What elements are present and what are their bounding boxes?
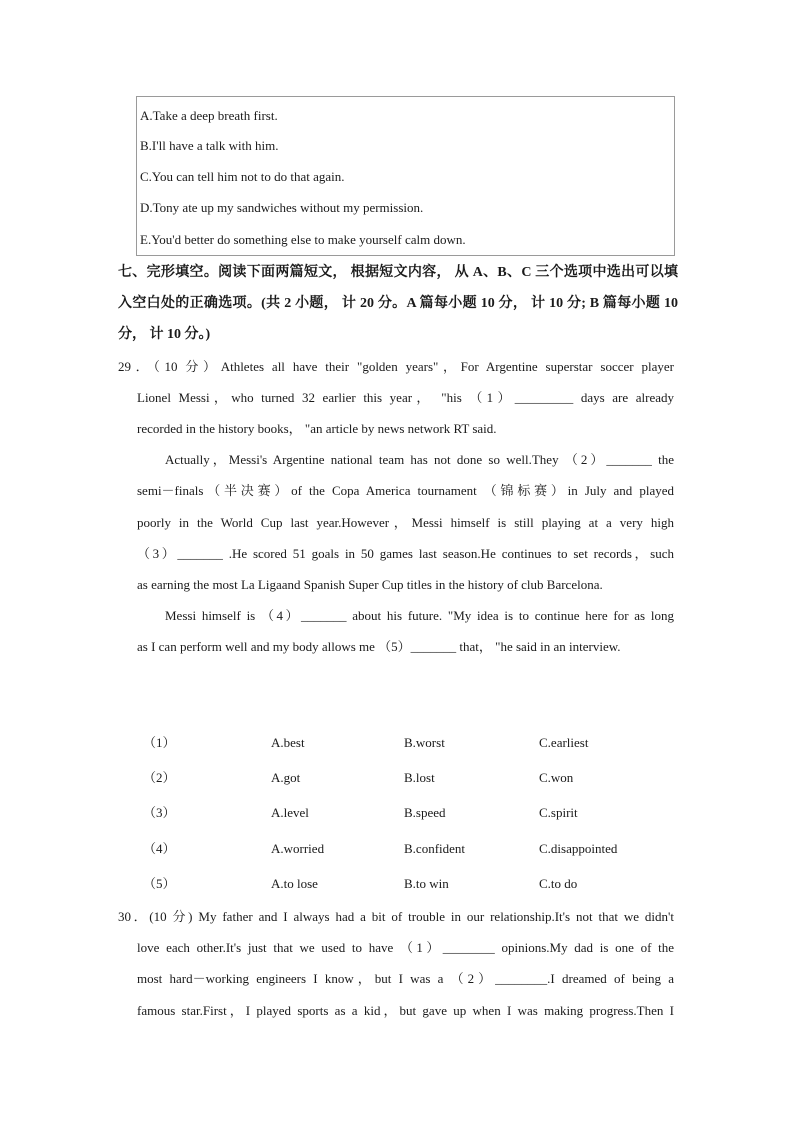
option-b: B.I'll have a talk with him. xyxy=(140,138,279,153)
q29-line-10: as I can perform well and my body allows me （5）_______ that， "he said in an interview. xyxy=(137,639,621,654)
answer-option-c[interactable]: C.spirit xyxy=(539,805,578,820)
answer-number: （4） xyxy=(143,841,176,856)
option-a: A.Take a deep breath first. xyxy=(140,108,278,123)
section-heading-line-2: 入空白处的正确选项。(共 2 小题， 计 20 分。A 篇每小题 10 分， 计 10 分; B 篇每小题 10 xyxy=(118,296,678,311)
option-d: D.Tony ate up my sandwiches without my permission. xyxy=(140,200,424,215)
q29-line-8: as earning the most La Ligaand Spanish Super Cup titles in the history of club Barcelona. xyxy=(137,577,603,592)
q30-line-3: most hard－working engineers I know，but I was a （2）________.I dreamed of being a xyxy=(137,971,674,986)
q30-line-2: love each other.It's just that we used to have （1）________ opinions.My dad is one of the xyxy=(137,940,674,955)
answer-option-a[interactable]: A.level xyxy=(271,805,309,820)
q29-line-3: recorded in the history books， "an article by news network RT said. xyxy=(137,421,497,436)
q29-line-2: Lionel Messi，who turned 32 earlier this year， "his （1）_________ days are already xyxy=(137,390,674,405)
answer-option-b[interactable]: B.worst xyxy=(404,735,445,750)
answer-number: （2） xyxy=(143,770,176,785)
answer-option-b[interactable]: B.to win xyxy=(404,876,449,891)
answer-option-c[interactable]: C.won xyxy=(539,770,574,785)
answer-option-a[interactable]: A.got xyxy=(271,770,301,785)
answer-option-a[interactable]: A.worried xyxy=(271,841,325,856)
q30-line-4: famous star.First，I played sports as a kid，but gave up when I was making progress.Then I xyxy=(137,1003,674,1018)
q30-line-1: 30．(10 分) My father and I always had a bit of trouble in our relationship.It's not that we didn't xyxy=(118,909,674,924)
answer-option-c[interactable]: C.to do xyxy=(539,876,578,891)
q29-line-6: poorly in the World Cup last year.However，Messi himself is still playing at a very high xyxy=(137,515,674,530)
answer-option-b[interactable]: B.speed xyxy=(404,805,446,820)
option-c: C.You can tell him not to do that again. xyxy=(140,169,345,184)
q29-line-5: semi－finals（半决赛）of the Copa America tournament （锦标赛）in July and played xyxy=(137,483,674,498)
answer-number: （3） xyxy=(143,805,176,820)
options-box xyxy=(136,96,675,256)
answer-number: （1） xyxy=(143,735,176,750)
answer-option-b[interactable]: B.confident xyxy=(404,841,466,856)
section-heading-line-3: 分， 计 10 分。) xyxy=(118,327,211,342)
answer-option-c[interactable]: C.disappointed xyxy=(539,841,618,856)
answer-number: （5） xyxy=(143,876,176,891)
q29-line-1: 29．（10 分）Athletes all have their "golden years"，For Argentine superstar soccer player xyxy=(118,359,674,374)
q29-line-7: （3）_______ .He scored 51 goals in 50 games last season.He continues to set records，such xyxy=(137,546,674,561)
answer-option-b[interactable]: B.lost xyxy=(404,770,435,785)
answer-option-a[interactable]: A.to lose xyxy=(271,876,318,891)
option-e: E.You'd better do something else to make yourself calm down. xyxy=(140,232,466,247)
answer-option-c[interactable]: C.earliest xyxy=(539,735,589,750)
answer-option-a[interactable]: A.best xyxy=(271,735,305,750)
q29-line-4: Actually，Messi's Argentine national team has not done so well.They （2）_______ the xyxy=(165,452,674,467)
q29-line-9: Messi himself is （4）_______ about his future. "My idea is to continue here for as long xyxy=(165,608,674,623)
section-heading-line-1: 七、完形填空。阅读下面两篇短文， 根据短文内容， 从 A、B、C 三个选项中选出可以填 xyxy=(118,265,678,280)
